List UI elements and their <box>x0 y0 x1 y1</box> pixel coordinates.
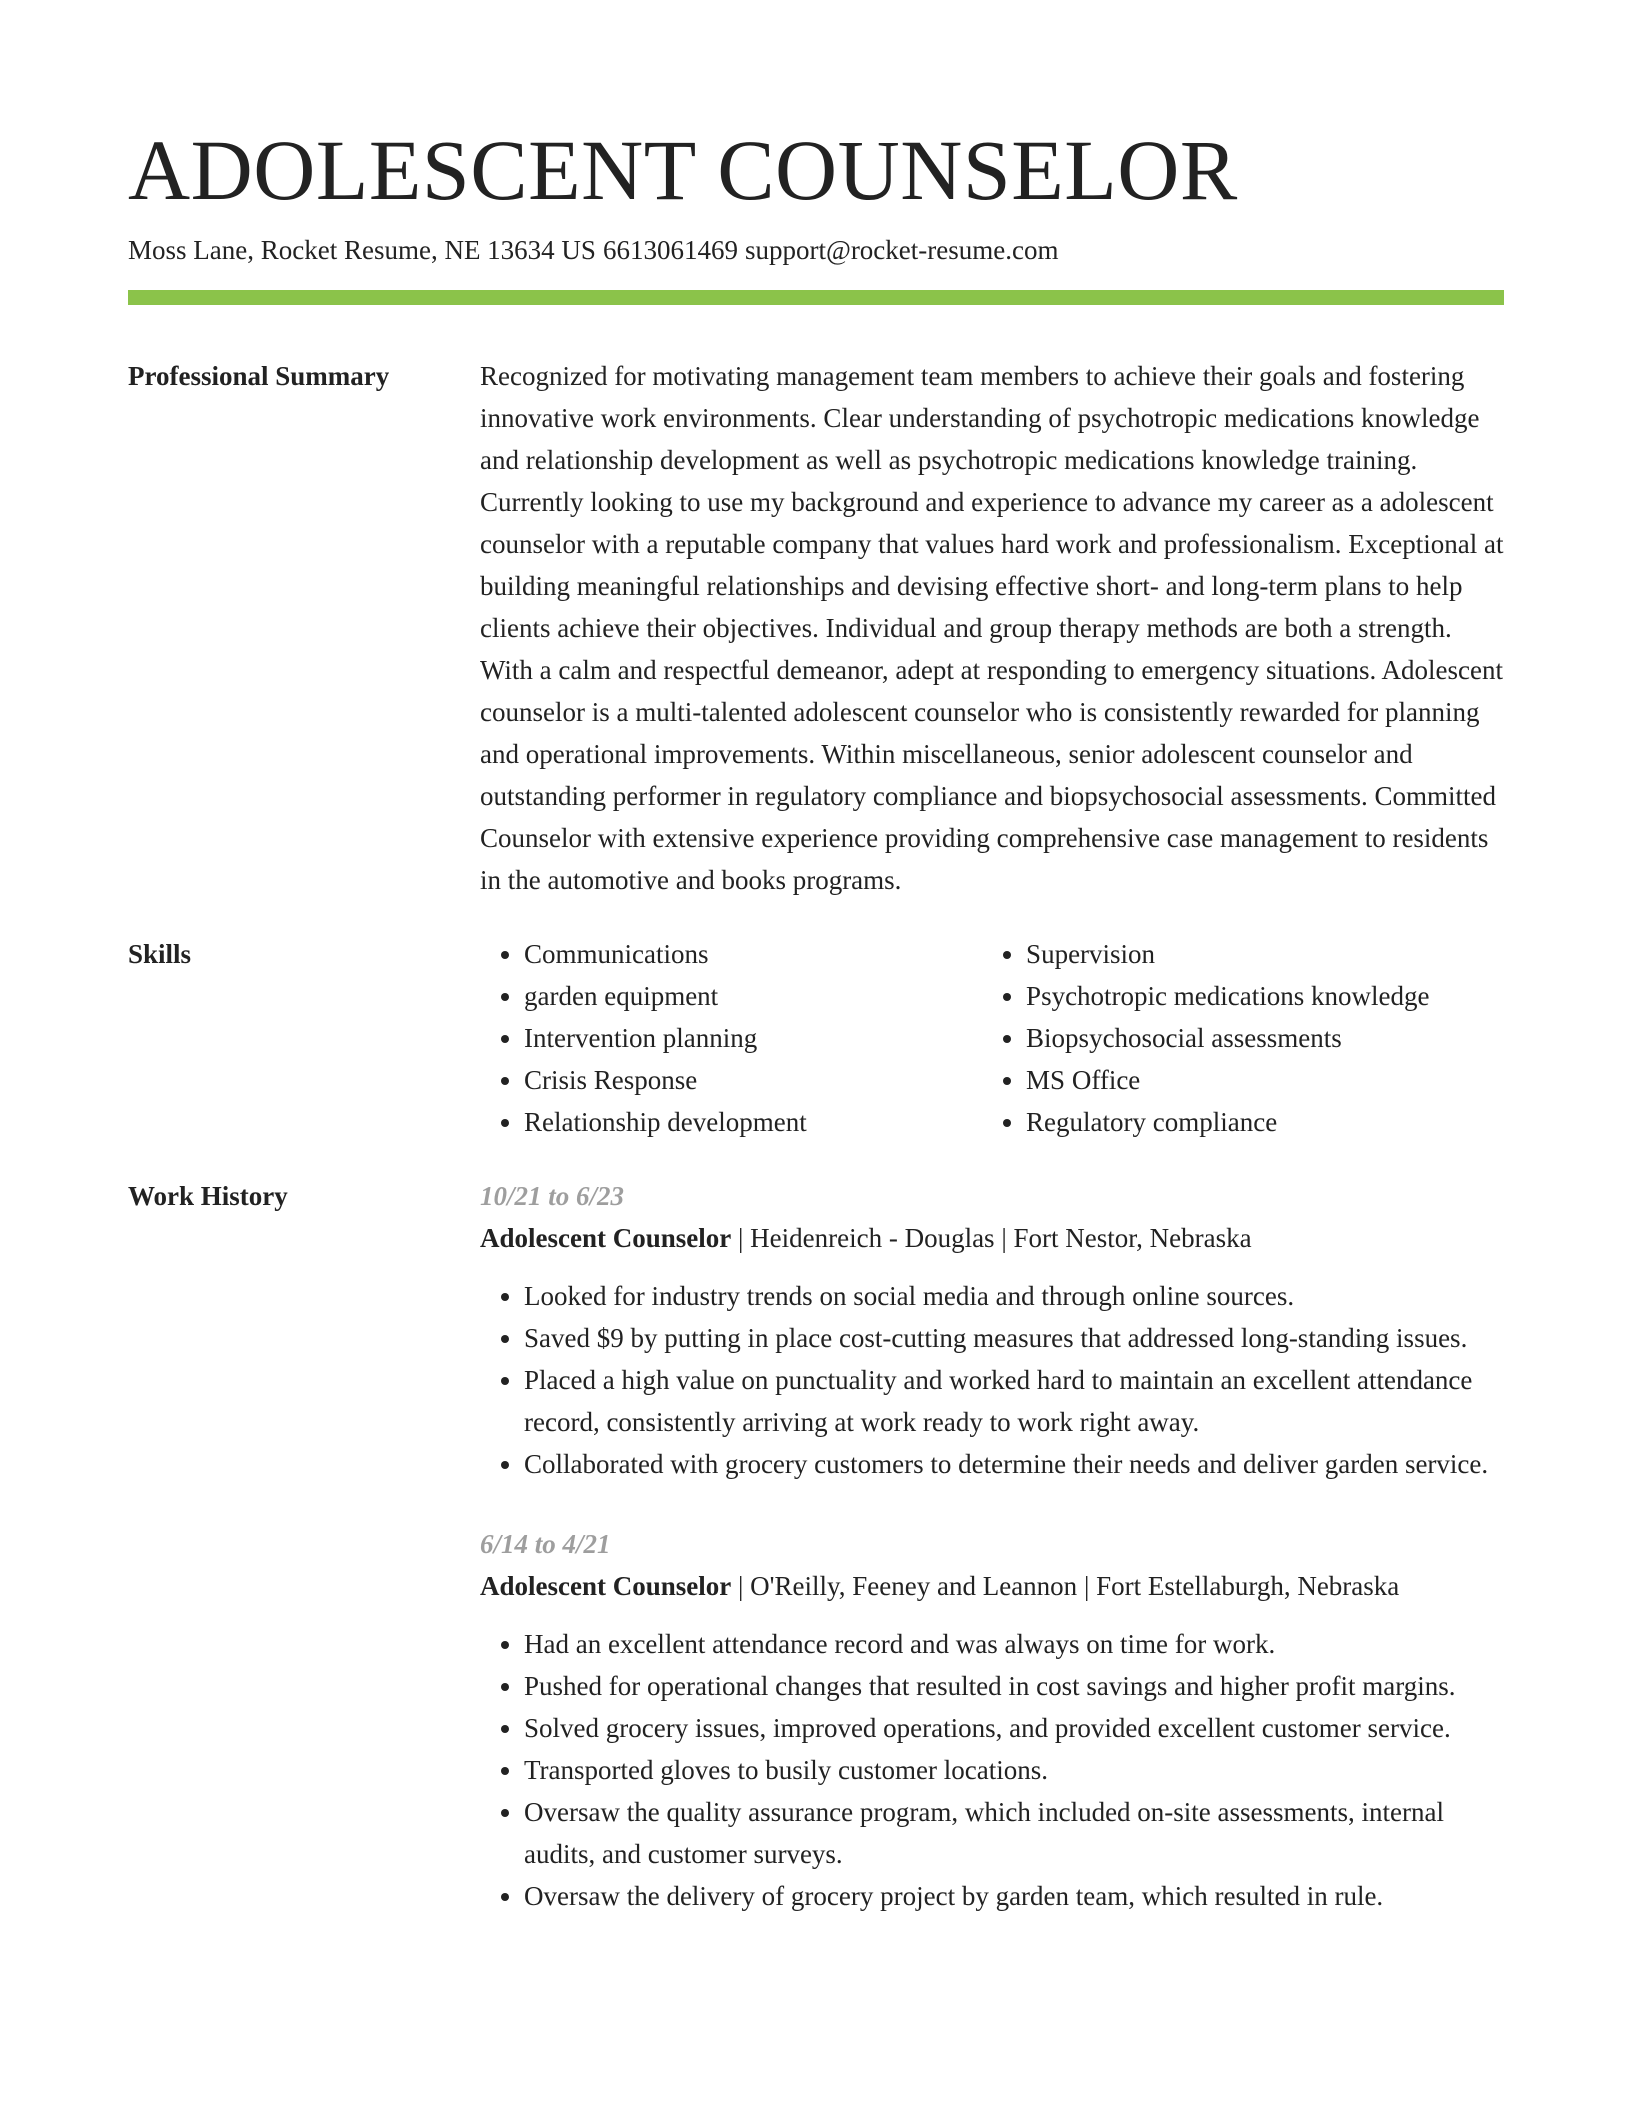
summary-section <box>128 355 1504 901</box>
summary-heading: Professional Summary <box>128 361 390 391</box>
job-entry <box>480 1175 1504 1485</box>
job-bullet: • Oversaw the quality assurance program, which included on-site assessments, internal audits, and customer surveys. <box>524 1791 1504 1875</box>
job-company: O'Reilly, Feeney and Leannon <box>750 1571 1078 1601</box>
job-title: Adolescent Counselor <box>480 1223 732 1253</box>
skill-item: • Communications <box>524 933 982 975</box>
work-history-section <box>128 1175 1504 1917</box>
skill-item: • Biopsychosocial assessments <box>1026 1017 1504 1059</box>
job-location: Fort Estellaburgh, Nebraska <box>1096 1571 1400 1601</box>
job-bullet: • Pushed for operational changes that resulted in cost savings and higher profit margins. <box>524 1665 1504 1707</box>
job-bullet: • Looked for industry trends on social media and through online sources. <box>524 1275 1504 1317</box>
job-dates: 6/14 to 4/21 <box>480 1529 611 1559</box>
job-bullet: • Collaborated with grocery customers to determine their needs and deliver garden service. <box>524 1443 1504 1485</box>
job-bullets <box>480 1275 1504 1485</box>
job-separator: | <box>1083 1571 1097 1601</box>
header-divider <box>128 290 1504 305</box>
summary-text: Recognized for motivating management team members to achieve their goals and fostering innovative work environments. Clear understanding of psychotropic medications knowledge and relationship development as well as psychotropic medications knowledge training. Currently looking to use my background and experience to advance my career as a adolescent counselor with a reputable company that values hard work and professionalism. Exceptional at building meaningful relationships and devising effective short- and long-term plans to help clients achieve their objectives. Individual and group therapy methods are both a strength. With a calm and respectful demeanor, adept at responding to emergency situations. Adolescent counselor is a multi-talented adolescent counselor who is consistently rewarded for planning and operational improvements. Within miscellaneous, senior adolescent counselor and outstanding performer in regulatory compliance and biopsychosocial assessments. Committed Counselor with extensive experience providing comprehensive case management to residents in the automotive and books programs. <box>480 361 1504 895</box>
skills-section <box>128 933 1504 1143</box>
job-bullet: • Had an excellent attendance record and was always on time for work. <box>524 1623 1504 1665</box>
skill-item: • Psychotropic medications knowledge <box>1026 975 1504 1017</box>
skill-item: • Supervision <box>1026 933 1504 975</box>
job-title-line <box>480 1565 1504 1607</box>
resume-name: ADOLESCENT COUNSELOR <box>128 122 1238 218</box>
skills-heading: Skills <box>128 939 192 969</box>
skills-grid <box>480 933 1504 1143</box>
job-company: Heidenreich - Douglas <box>750 1223 995 1253</box>
skill-item: • Intervention planning <box>524 1017 982 1059</box>
contact-email: support@rocket-resume.com <box>744 235 1059 265</box>
job-dates: 10/21 to 6/23 <box>480 1181 625 1211</box>
job-bullet: • Solved grocery issues, improved operations, and provided excellent customer service. <box>524 1707 1504 1749</box>
skills-list-right <box>982 933 1504 1143</box>
skill-item: • Crisis Response <box>524 1059 982 1101</box>
work-history-heading: Work History <box>128 1181 288 1211</box>
job-location: Fort Nestor, Nebraska <box>1013 1223 1252 1253</box>
job-title-line <box>480 1217 1504 1259</box>
work-history-body <box>480 1175 1504 1917</box>
skills-list-left <box>480 933 982 1143</box>
job-title: Adolescent Counselor <box>480 1571 732 1601</box>
job-separator: | <box>1001 1223 1014 1253</box>
contact-phone: 6613061469 <box>602 235 738 265</box>
job-bullet: • Transported gloves to busily customer locations. <box>524 1749 1504 1791</box>
job-bullets <box>480 1623 1504 1917</box>
contact-address: Moss Lane, Rocket Resume, NE 13634 US <box>128 235 596 265</box>
job-separator: | <box>738 1223 751 1253</box>
skill-item: • Relationship development <box>524 1101 982 1143</box>
summary-body <box>480 355 1504 901</box>
job-entry <box>480 1523 1504 1917</box>
skill-item: • garden equipment <box>524 975 982 1017</box>
skill-item: • MS Office <box>1026 1059 1504 1101</box>
job-bullet: • Placed a high value on punctuality and worked hard to maintain an excellent attendance record, consistently arriving at work ready to work right away. <box>524 1359 1504 1443</box>
contact-line <box>128 232 1504 268</box>
job-separator: | <box>738 1571 751 1601</box>
skill-item: • Regulatory compliance <box>1026 1101 1504 1143</box>
job-bullet: • Saved $9 by putting in place cost-cutting measures that addressed long-standing issues. <box>524 1317 1504 1359</box>
job-bullet: • Oversaw the delivery of grocery project by garden team, which resulted in rule. <box>524 1875 1504 1917</box>
